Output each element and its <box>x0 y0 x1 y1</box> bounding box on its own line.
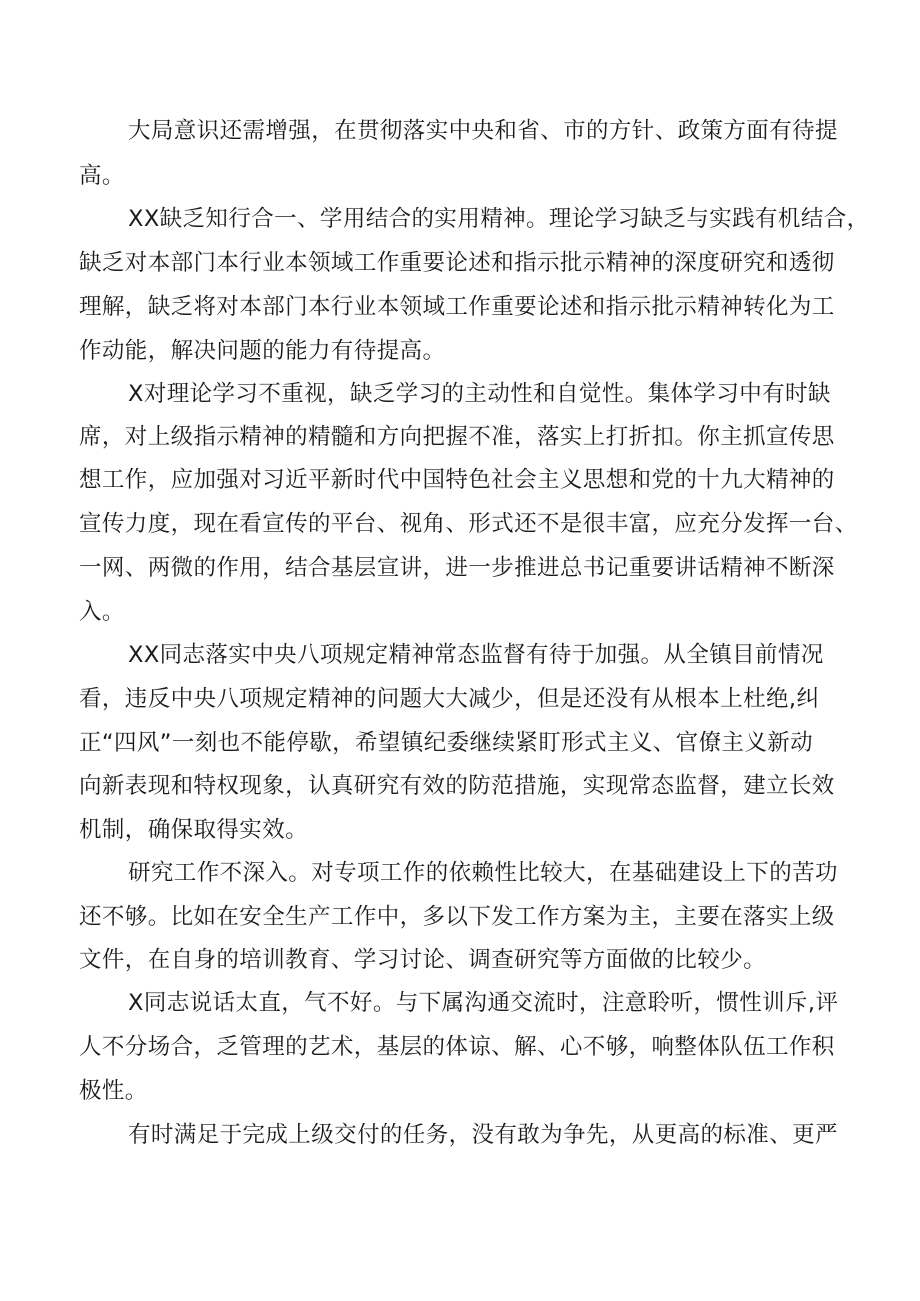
paragraph-5-line-1: 研究工作不深入。对专项工作的依赖性比较大，在基础建设上下的苦功 <box>128 860 838 886</box>
paragraph-3-line-5: 一网、两微的作用，结合基层宣讲，进一步推进总书记重要讲话精神不断深 <box>79 555 835 581</box>
paragraph-6-line-2: 人不分场合，乏管理的艺术，基层的体谅、解、心不够，响整体队伍工作积 <box>79 1034 835 1060</box>
paragraph-4-line-2: 看，违反中央八项规定精神的问题大大减少，但是还没有从根本上杜绝,纠 <box>79 686 820 712</box>
paragraph-2-line-3: 理解，缺乏将对本部门本行业本领域工作重要论述和指示批示精神转化为工 <box>79 294 835 320</box>
paragraph-3-line-2: 席，对上级指示精神的精髓和方向把握不准，落实上打折扣。你主抓宣传思 <box>79 424 835 450</box>
paragraph-7-line-1: 有时满足于完成上级交付的任务，没有敢为争先，从更高的标准、更严 <box>128 1122 838 1148</box>
paragraph-3-line-1: X对理论学习不重视，缺乏学习的主动性和自觉性。集体学习中有时缺 <box>128 381 831 407</box>
paragraph-4-line-3: 正“四风”一刻也不能停歇，希望镇纪委继续紧盯形式主义、官僚主义新动 <box>79 730 814 756</box>
paragraph-1-line-2: 高。 <box>79 163 125 189</box>
paragraph-2-line-4: 作动能，解决问题的能力有待提高。 <box>79 338 446 364</box>
paragraph-3-line-3: 想工作，应加强对习近平新时代中国特色社会主义思想和党的十九大精神的 <box>79 467 835 493</box>
paragraph-6-line-3: 极性。 <box>79 1078 148 1104</box>
paragraph-5-line-2: 还不够。比如在安全生产工作中，多以下发工作方案为主，主要在落实上级 <box>79 904 835 930</box>
paragraph-2-line-1: XX缺乏知行合一、学用结合的实用精神。理论学习缺乏与实践有机结合， <box>128 206 870 232</box>
paragraph-6-line-1: X同志说话太直，气不好。与下属沟通交流时，注意聆听，惯性训斥,评 <box>128 990 839 1016</box>
paragraph-4-line-1: XX同志落实中央八项规定精神常态监督有待于加强。从全镇目前情况 <box>128 642 824 668</box>
paragraph-2-line-2: 缺乏对本部门本行业本领域工作重要论述和指示批示精神的深度研究和透彻 <box>79 250 835 276</box>
paragraph-5-line-3: 文件，在自身的培训教育、学习讨论、调查研究等方面做的比较少。 <box>79 947 767 973</box>
paragraph-4-line-4: 向新表现和特权现象，认真研究有效的防范措施，实现常态监督，建立长效 <box>79 773 835 799</box>
paragraph-4-line-5: 机制，确保取得实效。 <box>79 817 309 843</box>
paragraph-1-line-1: 大局意识还需增强，在贯彻落实中央和省、市的方针、政策方面有待提 <box>128 118 838 144</box>
paragraph-3-line-4: 宣传力度，现在看宣传的平台、视角、形式还不是很丰富，应充分发挥一台、 <box>79 511 858 537</box>
paragraph-3-line-6: 入。 <box>79 599 125 625</box>
